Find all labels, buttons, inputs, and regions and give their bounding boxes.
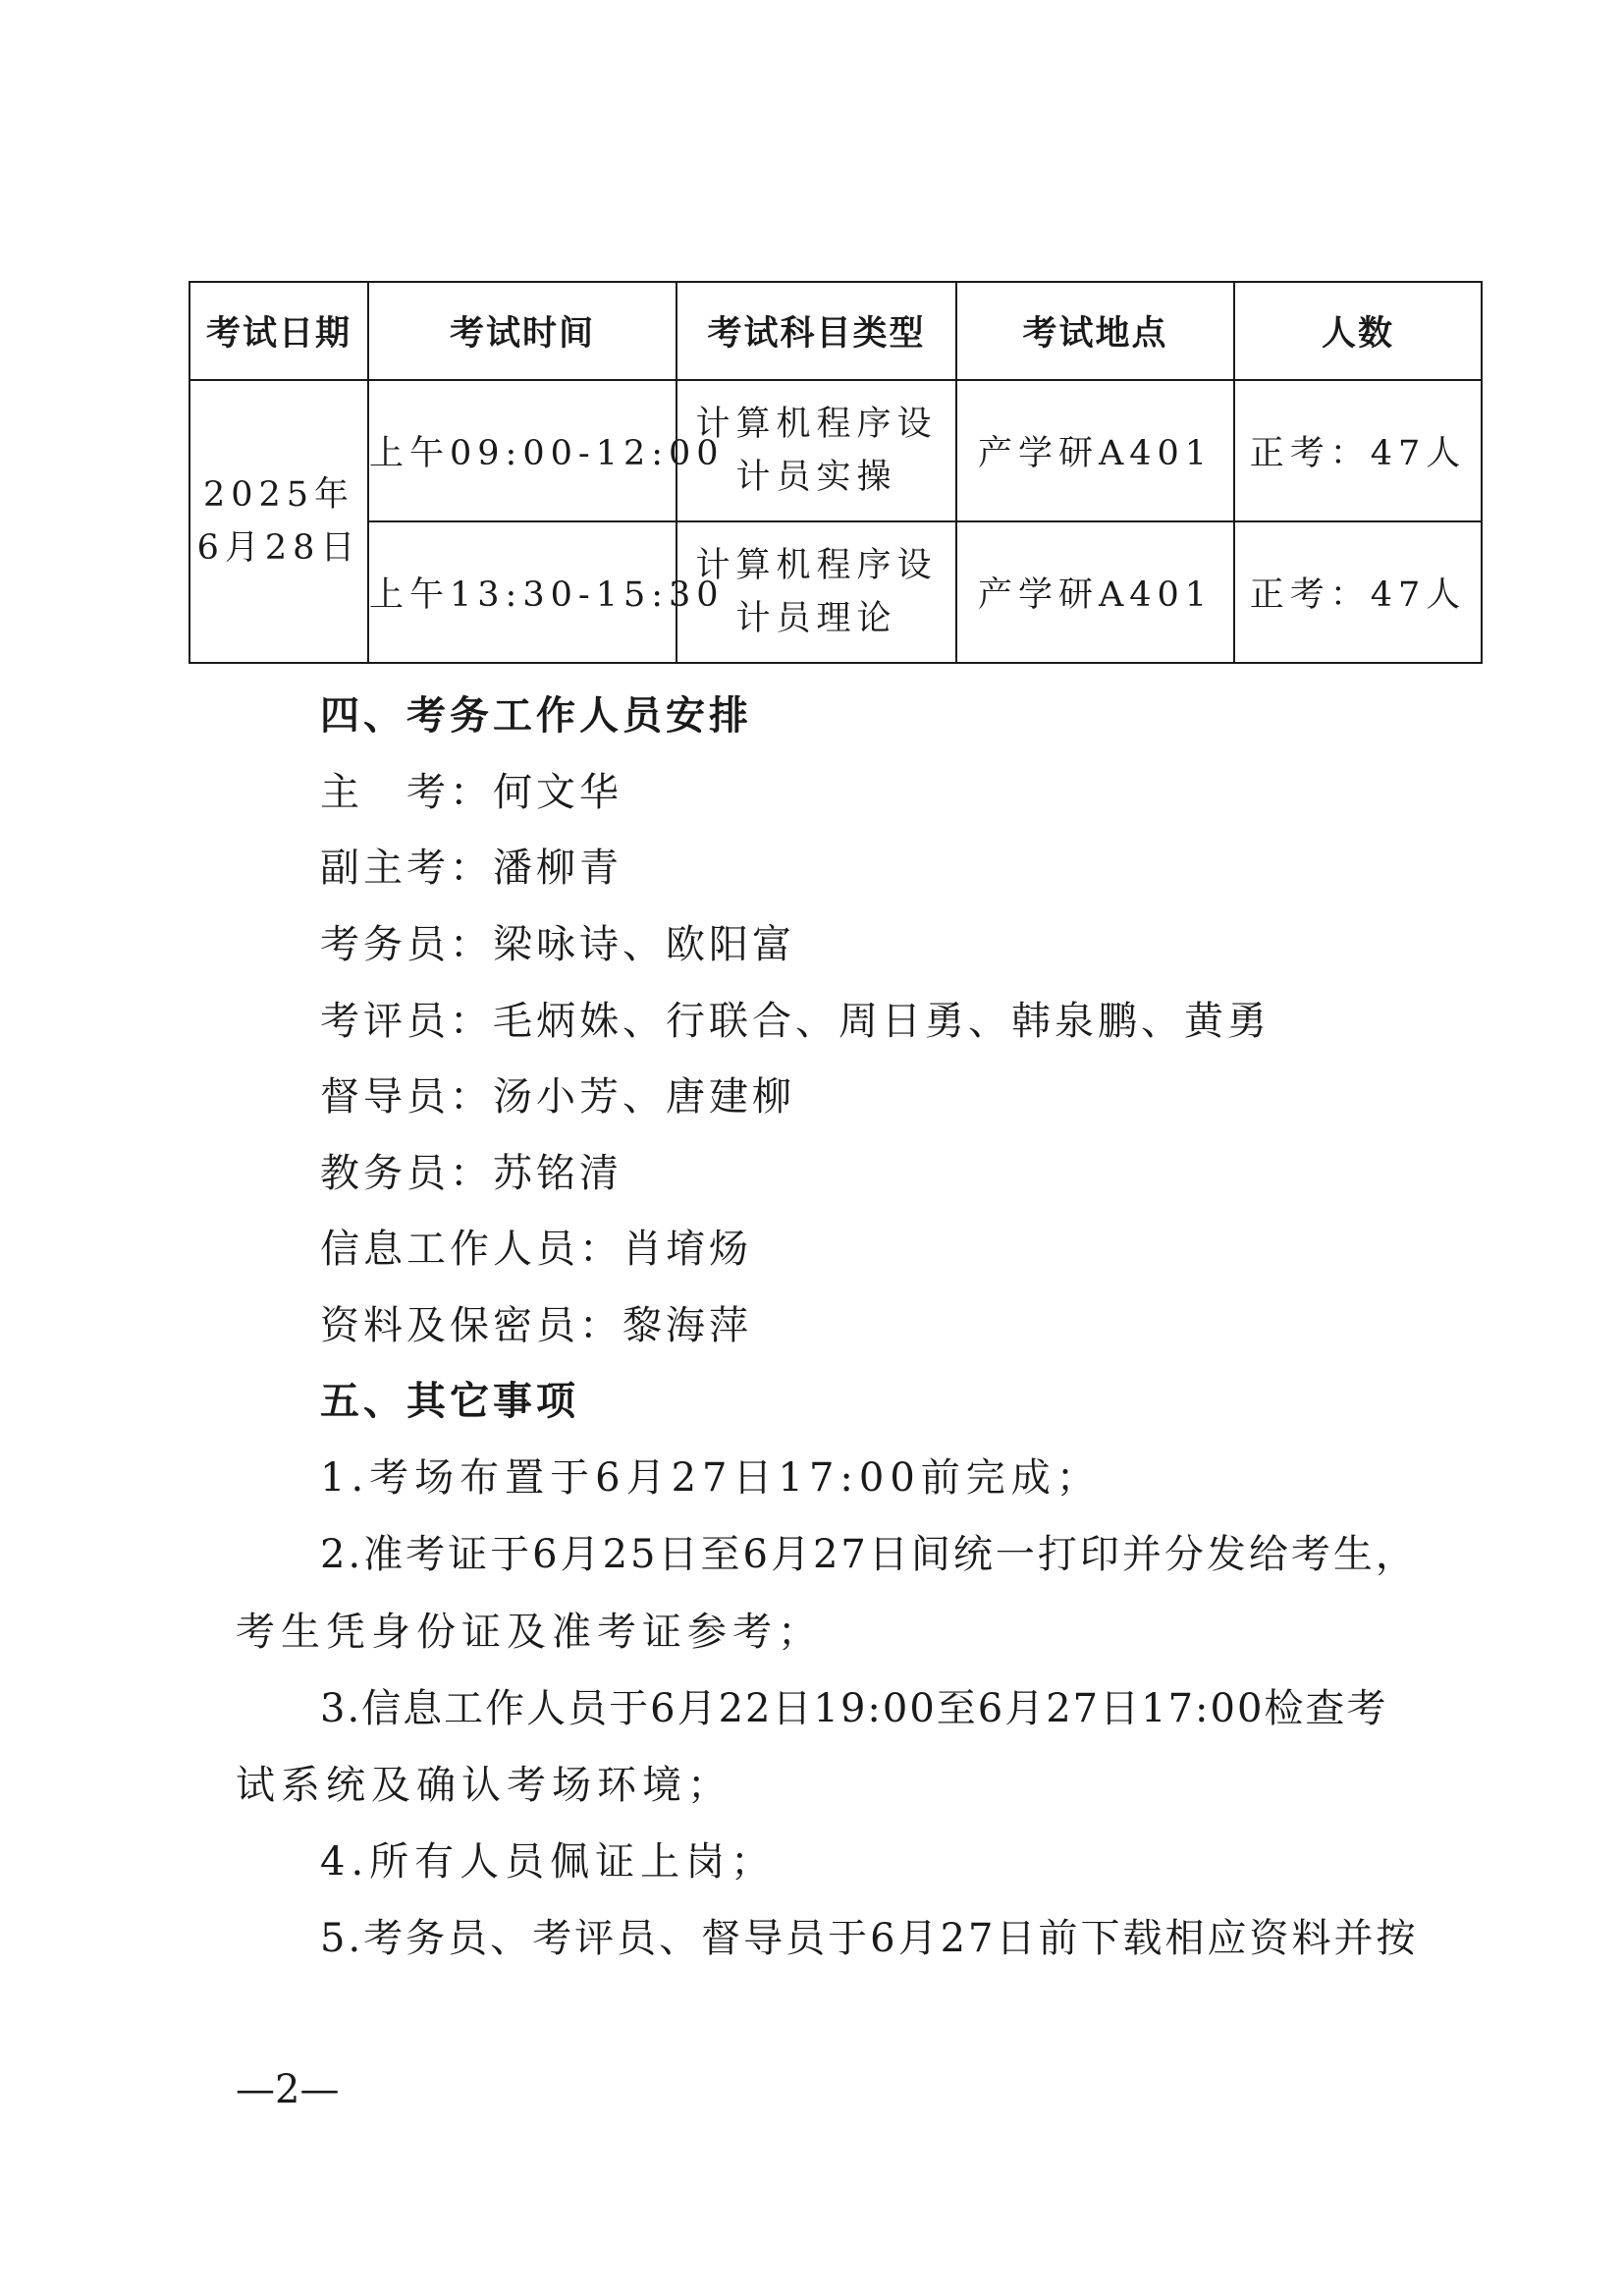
notice-item-3: 3.信息工作人员于6月22日19:00至6月27日17:00检查考 <box>320 1686 1388 1731</box>
exam-count-cell: 正考：47人 <box>1234 521 1482 663</box>
staff-names: 何文华 <box>493 770 622 815</box>
section4-title: 四、考务工作人员安排 <box>320 693 752 738</box>
exam-location-cell: 产学研A401 <box>956 380 1234 521</box>
staff-line <box>320 1142 622 1198</box>
staff-role: 考务员： <box>320 922 493 967</box>
section5-title: 五、其它事项 <box>320 1379 579 1424</box>
staff-role: 信息工作人员： <box>320 1227 622 1272</box>
table-row <box>189 380 1482 521</box>
exam-date-cell <box>189 380 368 663</box>
header-exam-location: 考试地点 <box>956 282 1234 380</box>
staff-names: 汤小芳、唐建柳 <box>493 1074 795 1120</box>
notice-item-2-cont: 考生凭身份证及准考证参考； <box>236 1610 823 1655</box>
exam-date-day: 6月28日 <box>196 528 361 568</box>
staff-line <box>320 761 622 817</box>
header-exam-time: 考试时间 <box>368 282 676 380</box>
exam-schedule-table <box>189 281 1483 664</box>
exam-date-year: 2025年 <box>202 475 355 515</box>
exam-subject-line: 计算机程序设 <box>695 546 938 585</box>
staff-role: 考评员： <box>320 999 493 1044</box>
exam-count-cell: 正考：47人 <box>1234 380 1482 521</box>
staff-line <box>320 837 622 893</box>
exam-time-cell: 上午09:00-12:00 <box>368 380 676 521</box>
staff-line <box>320 1066 795 1121</box>
header-exam-date: 考试日期 <box>189 282 368 380</box>
staff-role: 教务员： <box>320 1151 493 1196</box>
staff-role: 副主考： <box>320 846 493 891</box>
staff-names: 毛炳姝、行联合、周日勇、韩泉鹏、黄勇 <box>493 999 1271 1044</box>
staff-line <box>320 1218 752 1274</box>
notice-item-3-cont: 试系统及确认考场环境； <box>236 1763 732 1808</box>
staff-names: 梁咏诗、欧阳富 <box>493 922 795 967</box>
table-header-row <box>189 282 1482 380</box>
staff-names: 黎海萍 <box>622 1303 752 1348</box>
table-row <box>189 521 1482 663</box>
exam-subject-line: 计员实操 <box>735 458 897 497</box>
staff-line <box>320 913 795 969</box>
staff-role: 资料及保密员： <box>320 1303 622 1348</box>
notice-item-5: 5.考务员、考评员、督导员于6月27日前下载相应资料并按 <box>320 1916 1419 1961</box>
page-number: —2— <box>236 2067 340 2112</box>
exam-subject-line: 计算机程序设 <box>695 405 938 444</box>
staff-role: 督导员： <box>320 1074 493 1120</box>
header-exam-count: 人数 <box>1234 282 1482 380</box>
staff-names: 苏铭清 <box>493 1151 622 1196</box>
staff-line <box>320 1294 752 1350</box>
exam-location-cell: 产学研A401 <box>956 521 1234 663</box>
staff-names: 潘柳青 <box>493 846 622 891</box>
exam-subject-line: 计员理论 <box>735 599 897 638</box>
staff-line <box>320 990 1271 1046</box>
staff-names: 肖堉炀 <box>622 1227 752 1272</box>
header-exam-subject: 考试科目类型 <box>676 282 956 380</box>
notice-item-4: 4.所有人员佩证上岗； <box>320 1839 777 1885</box>
notice-item-1: 1.考场布置于6月27日17:00前完成； <box>320 1455 1102 1501</box>
notice-item-2: 2.准考证于6月25日至6月27日间统一打印并分发给考生， <box>320 1532 1418 1577</box>
staff-role: 主 考： <box>320 770 493 815</box>
exam-time-cell: 上午13:30-15:30 <box>368 521 676 663</box>
